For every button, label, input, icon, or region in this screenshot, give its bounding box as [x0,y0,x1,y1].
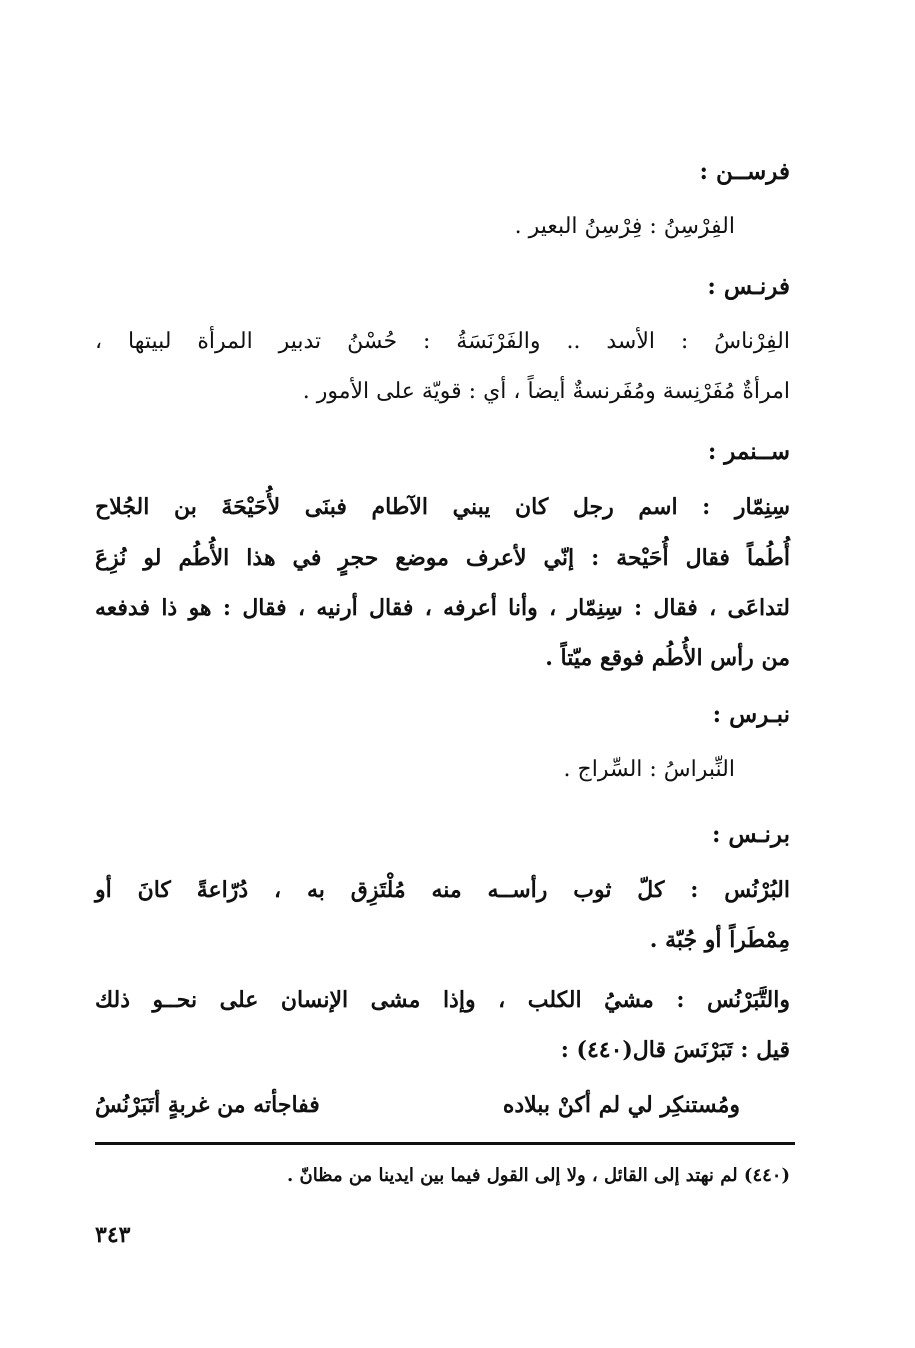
footnote: (٤٤٠) لم نهتد إلى القائل ، ولا إلى القول فيما بين ايدينا من مظانّ . [286,1165,790,1186]
entry-heading-sanmar: ســنمر : [707,438,790,465]
entry-text-line: الفِرْناسُ : الأسد .. والفَرْنَسَةُ : حُسْنُ تدبير المرأة لبيتها ، [95,329,790,354]
verse-second-hemistich: ففاجأته من غربةٍ أتَبَرْنُسُ [95,1092,320,1118]
entry-text-line: لتداعَى ، فقال : سِنِمّار ، وأنا أعرفه ، فقال أرنيه ، فقال : هو ذا فدفعه [95,595,790,621]
entry-text-line: أُطُماً فقال أُحَيْحة : إنّي لأعرف موضع حجرٍ في هذا الأُطُم لو نُزِعَ [95,545,790,571]
entry-text-line: الفِرْسِنُ : فِرْسِنُ البعير . [514,214,735,239]
verse-first-hemistich: ومُستنكِر لي لم أكنْ ببلاده [502,1092,740,1118]
entry-text-line: قيل : تَبَرْنَسَ قال(٤٤٠) : [560,1037,790,1063]
entry-text-line: من رأس الأُطُم فوقع ميّتاً . [545,645,790,671]
entry-text-line: سِنِمّار : اسم رجل كان يبني الآطام فبنَى لأُحَيْحَةَ بن الجُلاح [95,494,790,520]
entry-text-line: النِّبراسُ : السِّراج . [563,757,735,782]
entry-heading-farsan: فرســن : [699,158,790,185]
footnote-divider [95,1142,795,1145]
page-number: ٣٤٣ [95,1222,131,1248]
entry-text-line: والتَّبَرْنُس : مشيُ الكلب ، وإذا مشى الإنسان على نحــو ذلك [95,987,790,1013]
entry-heading-burnus: برنـس : [711,821,790,848]
poetry-verse [95,1090,790,1124]
entry-text-line: البُرْنُس : كلّ ثوب رأســه منه مُلْتَزِق به ، دُرّاعةً كانَ أو [95,877,791,903]
entry-heading-nabras: نبـرس : [712,701,790,728]
entry-heading-farnas: فرنـس : [707,273,790,300]
entry-text-line: امرأةٌ مُفَرْنِسة ومُفَرنسةٌ أيضاً ، أي : قويّة على الأمور . [302,379,790,404]
entry-text-line: مِمْطَراً أو جُبّة . [649,927,790,953]
